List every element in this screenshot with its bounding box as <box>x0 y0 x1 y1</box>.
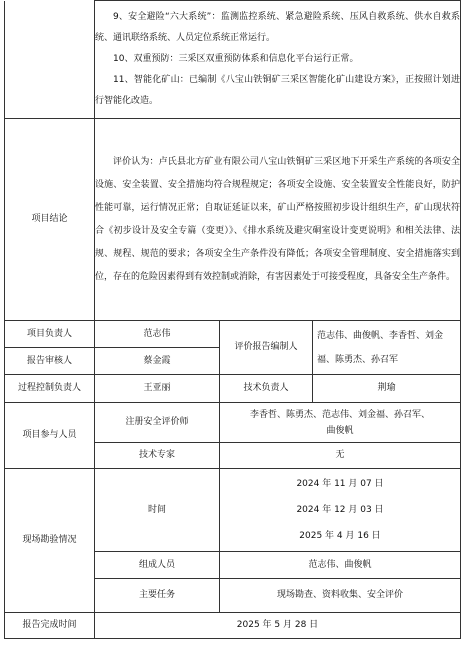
participants-label: 项目参与人员 <box>5 403 95 469</box>
survey-date-3: 2025 年 4 月 16 日 <box>299 531 381 541</box>
registered-evaluator-label: 注册安全评价师 <box>95 403 220 443</box>
completion-row <box>5 613 461 639</box>
survey-date-1: 2024 年 11 月 07 日 <box>296 479 384 489</box>
site-survey-staff-value: 范志伟、曲俊帆 <box>220 552 461 579</box>
site-survey-label: 现场勘验情况 <box>5 469 95 613</box>
project-lead-value: 范志伟 <box>95 321 220 348</box>
conclusion-label: 项目结论 <box>5 119 95 321</box>
site-survey-staff-label: 组成人员 <box>95 552 220 579</box>
tech-expert-value: 无 <box>220 443 461 469</box>
continuation-row <box>5 1 461 119</box>
project-lead-row <box>5 321 461 348</box>
tech-lead-label: 技术负责人 <box>220 375 313 403</box>
registered-evaluator-row <box>5 403 461 443</box>
conclusion-text: 评价认为：卢氏县北方矿业有限公司八宝山铁铜矿三采区地下开采生产系统的各项安全设施、安全装置、安全措施均符合规程规定；各项安全设施、安全装置安全性能良好，防护性能可靠，运行情况正常；自取证延证以来，矿山严格按照初步设计组织生产，矿山现状符合《初步设计及安全专篇（变更）》、《排水系统及避灾硐室设计变更说明》和相关法律、法规、规程、规范的要求；各项安全生产条件没有降低；各项安全管理制度、安全措施落实到位，存在的危险因素得到有效控制或消除，有害因素处于可接受程度，具备安全生产条件。 <box>95 156 460 282</box>
continuation-content-cell <box>95 1 461 119</box>
report-writer-label: 评价报告编制人 <box>220 321 313 375</box>
process-control-value: 王亚丽 <box>95 375 220 403</box>
site-survey-task-label: 主要任务 <box>95 579 220 613</box>
conclusion-row <box>5 119 461 321</box>
process-control-row <box>5 375 461 403</box>
report-writer-value: 范志伟、曲俊帆、李香哲、刘金福、陈勇杰、孙召军 <box>313 321 461 375</box>
report-reviewer-value: 蔡金霞 <box>95 348 220 375</box>
completion-value: 2025 年 5 月 28 日 <box>95 613 461 639</box>
registered-evaluator-value: 李香哲、陈勇杰、范志伟、刘金福、孙召军、曲俊帆 <box>220 403 461 443</box>
project-lead-label: 项目负责人 <box>5 321 95 348</box>
site-survey-time-label: 时间 <box>95 469 220 552</box>
site-survey-dates <box>220 469 461 552</box>
completion-label: 报告完成时间 <box>5 613 95 639</box>
survey-date-2: 2024 年 12 月 03 日 <box>296 505 384 515</box>
site-survey-time-row <box>5 469 461 552</box>
dual-prevention-paragraph: 10、双重预防：三采区双重预防体系和信息化平台运行正常。 <box>113 54 359 64</box>
report-table <box>4 0 461 639</box>
conclusion-content-cell <box>95 119 461 321</box>
site-survey-task-value: 现场勘查、资料收集、安全评价 <box>220 579 461 613</box>
tech-expert-label: 技术专家 <box>95 443 220 469</box>
continuation-label-cell <box>5 1 95 119</box>
system-paragraph: 9、安全避险“六大系统”：监测监控系统、紧急避险系统、压风自救系统、供水自救系统、通讯联络系统、人员定位系统正常运行。 <box>95 12 460 43</box>
process-control-label: 过程控制负责人 <box>5 375 95 403</box>
report-reviewer-label: 报告审核人 <box>5 348 95 375</box>
smart-mine-paragraph: 11、智能化矿山：已编制《八宝山铁铜矿三采区智能化矿山建设方案》，正按照计划进行智能化改造。 <box>95 75 460 106</box>
tech-lead-value: 荆瑜 <box>313 375 461 403</box>
